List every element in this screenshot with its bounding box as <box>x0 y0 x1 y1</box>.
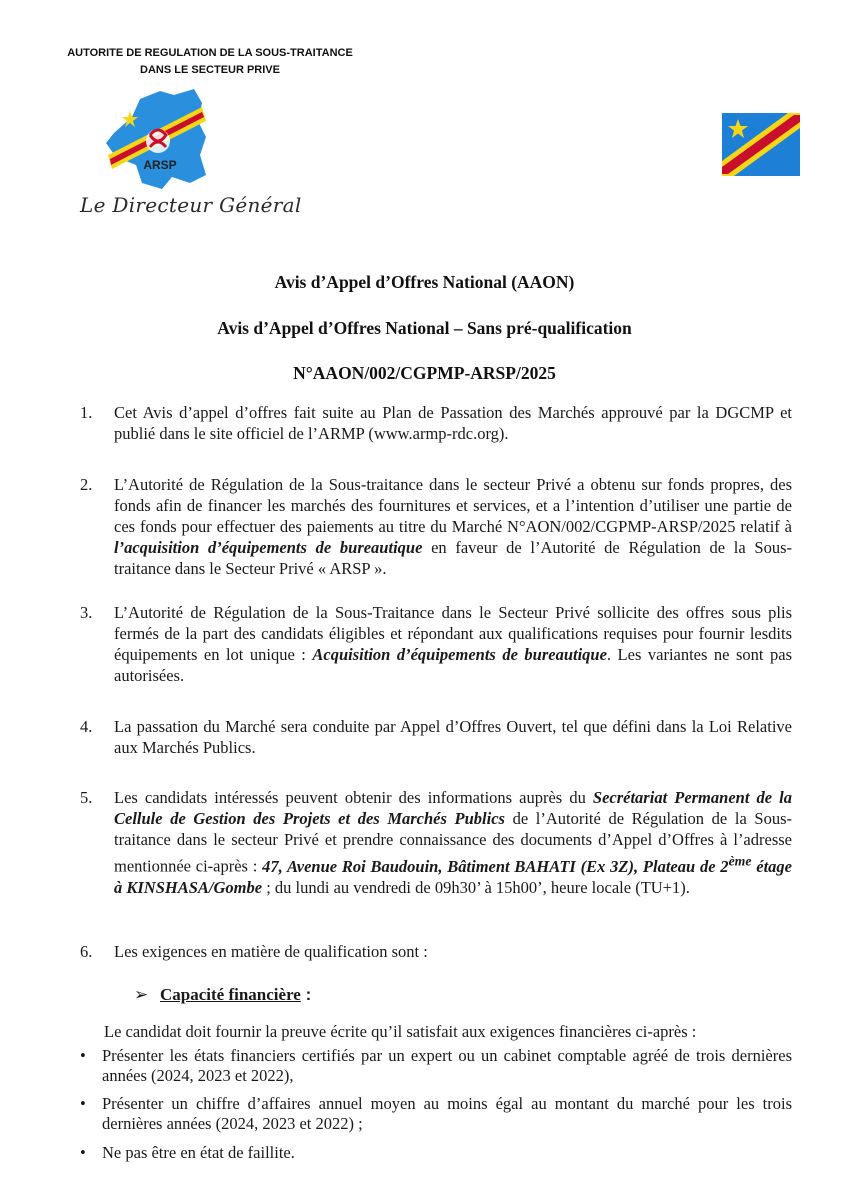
requirements-intro: Le candidat doit fournir la preuve écrite qu’il satisfait aux exigences financières ci-après : <box>104 1022 697 1041</box>
emphasis-text: l’acquisition d’équipements de bureautique <box>114 538 423 557</box>
list-item <box>80 1046 792 1086</box>
address-text: 47, Avenue Roi Baudouin, Bâtiment BAHATI (Ex 3Z), Plateau de 2ème étage à KINSHASA/Gombe <box>114 853 792 897</box>
bullet-icon: • <box>80 1094 86 1113</box>
list-item-text: Ne pas être en état de faillite. <box>102 1143 295 1162</box>
paragraph-text: Les candidats intéressés peuvent obtenir des informations auprès du Secrétariat Permanent de la Cellule de Gestion des Projets et des Marchés Publics de l’Autorité de Régulation de la Sous-traitance dans le secteur Privé et prendre connaissance des documents d’Appel d’Offres à l’adresse mentionnée ci-après : 47, Avenue Roi Baudouin, Bâtiment BAHATI (Ex 3Z), Plateau de 2ème étage à KINSHASA/Gombe ; du lundi au vendredi de 09h30’ à 15h00’, heure locale (TU+1). <box>114 788 792 897</box>
paragraph-number: 3. <box>80 603 93 622</box>
notice-title: Avis d’Appel d’Offres National (AAON) <box>274 272 575 292</box>
org-name-line1: AUTORITE DE REGULATION DE LA SOUS-TRAITANCE <box>67 47 353 59</box>
paragraph-text: L’Autorité de Régulation de la Sous-traitance dans le secteur Privé a obtenu sur fonds propres, des fonds afin de financer les marchés des fournitures et services, et a l’intention d’utiliser une partie de ces fonds pour effectuer des paiements au titre du Marché N°AON/002/CGPMP-ARSP/2025 relatif à l’acquisition d’équipements de bureautique en faveur de l’Autorité de Régulation de la Sous-traitance dans le Secteur Privé « ARSP ». <box>114 475 792 578</box>
director-signature-title: Le Directeur Général <box>80 193 302 217</box>
paragraph-number: 4. <box>80 717 93 736</box>
list-item <box>80 1143 792 1163</box>
paragraph-text: L’Autorité de Régulation de la Sous-Traitance dans le Secteur Privé sollicite des offres sous plis fermés de la part des candidats éligibles et répondant aux qualifications requises pour fournir lesdits équipements en lot unique : Acquisition d’équipements de bureautique. Les variantes ne sont pas autorisées. <box>114 603 792 685</box>
list-item <box>80 1094 792 1134</box>
emphasis-text: Acquisition d’équipements de bureautique <box>312 645 607 664</box>
paragraph-number: 6. <box>80 942 93 961</box>
paragraph-number: 2. <box>80 475 93 494</box>
drc-flag-icon <box>722 113 800 176</box>
list-item-text: Présenter les états financiers certifiés par un expert ou un cabinet comptable agréé de trois dernières années (2024, 2023 et 2022), <box>102 1046 792 1085</box>
org-name-line2: DANS LE SECTEUR PRIVE <box>140 64 280 76</box>
notice-subtitle: Avis d’Appel d’Offres National – Sans pré-qualification <box>217 318 632 338</box>
bullet-icon: • <box>80 1143 86 1162</box>
paragraph-4 <box>80 716 792 758</box>
paragraph-text: Les exigences en matière de qualification sont : <box>114 942 428 961</box>
paragraph-1 <box>80 402 792 444</box>
paragraph-3 <box>80 602 792 686</box>
paragraph-2 <box>80 474 792 579</box>
list-item-text: Présenter un chiffre d’affaires annuel moyen au moins égal au montant du marché pour les trois dernières années (2024, 2023 et 2022) ; <box>102 1094 792 1133</box>
paragraph-5 <box>80 787 792 898</box>
arsp-logo <box>102 85 222 195</box>
paragraph-text: Cet Avis d’appel d’offres fait suite au Plan de Passation des Marchés approuvé par la DGCMP et publié dans le site officiel de l’ARMP (www.armp-rdc.org). <box>114 403 792 443</box>
notice-reference-number: N°AAON/002/CGPMP-ARSP/2025 <box>293 363 556 383</box>
arrow-bullet-icon: ➢ <box>134 985 149 1004</box>
emphasis-text: Secrétariat Permanent de la Cellule de Gestion des Projets et des Marchés Publics <box>114 788 792 828</box>
paragraph-number: 1. <box>80 403 93 422</box>
paragraph-number: 5. <box>80 788 93 807</box>
organization-header <box>40 45 380 79</box>
logo-text: ARSP <box>143 158 177 172</box>
paragraph-6 <box>80 941 792 962</box>
subsection-label: Capacité financière <box>160 985 301 1004</box>
subsection-heading: ➢ Capacité financière : <box>134 985 312 1004</box>
paragraph-text: La passation du Marché sera conduite par Appel d’Offres Ouvert, tel que défini dans la Loi Relative aux Marchés Publics. <box>114 717 792 757</box>
bullet-icon: • <box>80 1046 86 1065</box>
